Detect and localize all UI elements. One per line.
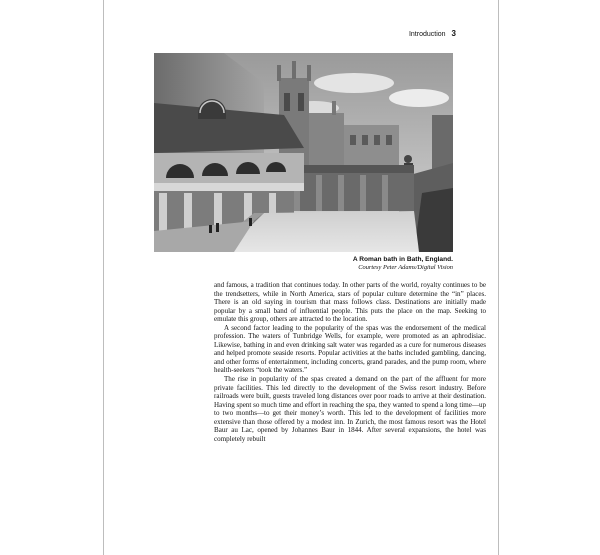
paragraph: and famous, a tradition that continues today. In other parts of the world, royalty continues to be the trendsetters, while in North America, stars of popular culture determine the “in” places. There is an old saying in tourism that mass follows class. Destinations are initially made popular by a small band of influential people. This puts the place on the map. Seeking to emulate this group, others are attracted to the location.: [214, 281, 486, 324]
running-head: [409, 29, 456, 38]
paragraph: A second factor leading to the popularity of the spas was the endorsement of the medical profession. The waters of Tunbridge Wells, for example, were promoted as an aphrodisiac. Likewise, bathing in and even drinking salt water was regarded as a cure for numerous diseases and helped promote seaside resorts. Popular activities at the baths included gambling, dancing, and other forms of entertainment, including concerts, grand parades, and the pump room, where health-seekers “took the waters.”: [214, 323, 486, 375]
figure-caption: [253, 256, 453, 272]
body-text: [214, 281, 486, 443]
book-page: [103, 0, 499, 555]
roman-bath-photo-graphic: [154, 53, 453, 252]
roman-bath-photo: [154, 53, 453, 252]
page-number: 3: [451, 29, 456, 38]
paragraph: The rise in popularity of the spas created a demand on the part of the affluent for more private facilities. This led directly to the development of the Swiss resort industry. Before railroads were built, guests traveled long distances over poor roads to arrive at their destination. Having spent so much time and effort in reaching the spa, they wanted to spend a long time—up to two months—to get their money’s worth. This led to the development of facilities more extensive than those offered by a modest inn. In Zurich, the most famous resort was the Hotel Baur au Lac, opened by Johannes Baur in 1844. After several expansions, the hotel was completely rebuilt: [214, 375, 486, 443]
section-title: Introduction: [408, 31, 446, 38]
caption-credit: Courtesy Peter Adams/Digital Vision: [358, 264, 453, 271]
caption-title: A Roman bath in Bath, England.: [352, 256, 453, 263]
